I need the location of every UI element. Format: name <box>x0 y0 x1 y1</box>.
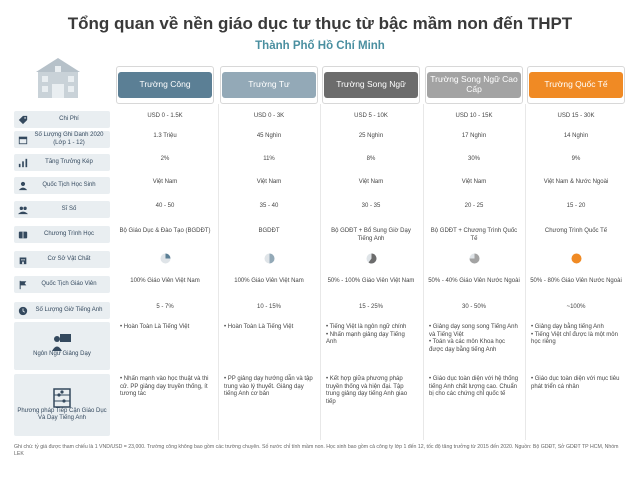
group-icon <box>18 205 28 215</box>
building-icon <box>18 255 28 265</box>
teaching-method-cell-4: • Giáo dục toàn diện với mục tiêu phát triển cá nhân <box>531 376 620 390</box>
cell-r5-c2: Bộ GDĐT + Bổ Sung Giờ Dạy Tiếng Anh <box>331 228 411 242</box>
cell-r7-c0: 100% Giáo Viên Việt Nam <box>130 278 200 284</box>
cell-r4-c1: 35 - 40 <box>259 203 279 209</box>
cell-r2-c3: 30% <box>467 156 480 162</box>
cell-r0-c3: USD 10 - 15K <box>455 113 493 119</box>
cell-r4-c2: 30 - 35 <box>361 203 381 209</box>
row-label-2 <box>14 154 110 171</box>
cell-r4-c0: 40 - 50 <box>155 203 175 209</box>
cell-r6-c2 <box>324 253 418 268</box>
flag-icon <box>18 280 28 290</box>
teaching-language-label <box>14 322 110 370</box>
facility-level-icon <box>264 253 275 264</box>
teaching-language-cell-0: • Hoàn Toàn Là Tiếng Việt <box>120 324 190 330</box>
row-label-4 <box>14 201 110 218</box>
cell-r4-c4: 15 - 20 <box>566 203 586 209</box>
teaching-method-cell-0: • Nhấn mạnh vào học thuật và thi cử. PP giảng dạy truyền thống, ít tương tác <box>120 376 209 397</box>
abacus-icon <box>52 388 72 408</box>
column-header-2: Trường Song Ngữ <box>324 72 418 98</box>
chart-icon <box>18 158 28 168</box>
cell-r4-c3: 20 - 25 <box>464 203 484 209</box>
cell-r2-c2: 8% <box>366 156 376 162</box>
cell-r6-c3 <box>427 253 521 268</box>
cell-r3-c2: Việt Nam <box>358 179 384 185</box>
row-label-0 <box>14 111 110 128</box>
teaching-method-label-text: Phương pháp Tiếp Cận Giáo Dục Và Dạy Tiếng Anh <box>17 407 107 421</box>
teaching-method-cell-2: • Kết hợp giữa phương pháp truyền thống và hiện đại. Tập trung giảng dạy tiếng Anh giao tiếp <box>326 376 408 405</box>
row-label-3 <box>14 177 110 194</box>
column-header-0: Trường Công <box>118 72 212 98</box>
row-label-text: Quốc Tịch Học Sinh <box>42 181 96 188</box>
facility-level-icon <box>366 253 377 264</box>
cell-r1-c4: 14 Nghìn <box>563 133 589 139</box>
teaching-language-cell-4: • Giảng dạy bằng tiếng Anh • Tiếng Việt chỉ được là một môn học riêng <box>531 324 618 345</box>
page-title: Tổng quan về nền giáo dục tư thục từ bậc mầm non đến THPT <box>67 14 573 33</box>
cell-r0-c4: USD 15 - 30K <box>557 113 595 119</box>
teaching-method-label <box>14 374 110 436</box>
cell-r6-c4 <box>529 253 623 268</box>
row-label-text: Chi Phí <box>59 115 79 122</box>
row-label-text: Chương Trình Học <box>44 230 94 237</box>
cell-r7-c1: 100% Giáo Viên Việt Nam <box>234 278 304 284</box>
cell-r8-c3: 30 - 50% <box>461 304 486 310</box>
cell-r3-c3: Việt Nam <box>461 179 487 185</box>
column-separator <box>525 104 526 440</box>
column-header-3: Trường Song Ngữ Cao Cấp <box>427 72 521 98</box>
row-label-5 <box>14 226 110 243</box>
cell-r7-c2: 50% - 100% Giáo Viên Việt Nam <box>327 278 415 284</box>
column-separator <box>423 104 424 440</box>
cell-r0-c1: USD 0 - 3K <box>253 113 285 119</box>
cell-r2-c4: 9% <box>571 156 581 162</box>
teaching-method-cell-3: • Giáo dục toàn diện với hệ thống tiếng Anh chất lượng cao. Chuẩn bị cho các chứng chỉ quốc tế <box>429 376 519 397</box>
row-label-text: Tăng Trưởng Kép <box>45 158 93 165</box>
cell-r8-c1: 10 - 15% <box>256 304 281 310</box>
cell-r5-c0: Bộ Giáo Dục & Đào Tạo (BGDĐT) <box>119 228 211 234</box>
teaching-method-cell-1: • PP giảng dạy hướng dẫn và tập trung vào lý thuyết. Giảng dạy tiếng Anh cơ bản <box>224 376 313 397</box>
cell-r7-c4: 50% - 80% Giáo Viên Nước Ngoài <box>530 278 622 284</box>
cell-r5-c1: BGDĐT <box>258 228 280 234</box>
row-label-1 <box>14 131 110 148</box>
footnote: Ghi chú: tỷ giá được tham chiếu là 1 VND/USD = 23,000. Trường công không bao gồm các trường chuyên. Số nước chỉ tính mầm non. Học sinh bao gồm cả công ty lớp 1 đến 12, tốc độ tăng trưởng từ 2015 đến 2020. Nguồn: Bộ GDĐT, Sở GDĐT TP HCM, Nhóm LEK <box>14 444 619 458</box>
cell-r1-c2: 25 Nghìn <box>358 133 384 139</box>
cell-r1-c1: 45 Nghìn <box>256 133 282 139</box>
facility-level-icon <box>571 253 582 264</box>
book-icon <box>18 230 28 240</box>
cell-r6-c1 <box>222 253 316 268</box>
cell-r8-c4: ~100% <box>566 304 586 310</box>
column-separator <box>218 104 219 440</box>
school-building-icon <box>34 56 82 98</box>
teacher-icon <box>52 333 72 351</box>
row-label-text: Quốc Tịch Giáo Viên <box>41 280 97 287</box>
cell-r3-c0: Việt Nam <box>152 179 178 185</box>
row-label-text: Số Lượng Giờ Tiếng Anh <box>35 306 103 313</box>
row-label-6 <box>14 251 110 268</box>
row-label-text: Số Lượng Ghi Danh 2020 (Lớp 1 - 12) <box>34 132 104 146</box>
cell-r2-c0: 2% <box>160 156 170 162</box>
clock-icon <box>18 306 28 316</box>
cell-r8-c0: 5 - 7% <box>156 304 174 310</box>
row-label-text: Cơ Sở Vật Chất <box>47 255 91 262</box>
cell-r1-c3: 17 Nghìn <box>461 133 487 139</box>
cell-r6-c0 <box>118 253 212 268</box>
column-header-1: Trường Tư <box>222 72 316 98</box>
page-subtitle: Thành Phố Hồ Chí Minh <box>255 40 385 52</box>
row-label-text: Sĩ Số <box>61 205 77 212</box>
teaching-language-cell-3: • Giảng dạy song song Tiếng Anh và Tiếng Việt • Toán và các môn Khoa học được dạy bằng tiếng Anh <box>429 324 518 353</box>
teaching-language-label-text: Ngôn Ngữ Giảng Dạy <box>33 351 91 358</box>
row-label-8 <box>14 302 110 319</box>
cell-r0-c2: USD 5 - 10K <box>354 113 388 119</box>
student-icon <box>18 181 28 191</box>
tag-icon <box>18 115 28 125</box>
cell-r2-c1: 11% <box>263 156 275 162</box>
calendar-icon <box>18 135 28 145</box>
cell-r8-c2: 15 - 25% <box>358 304 383 310</box>
row-label-7 <box>14 276 110 293</box>
column-header-4: Trường Quốc Tế <box>529 72 623 98</box>
cell-r0-c0: USD 0 - 1.5K <box>147 113 183 119</box>
cell-r3-c4: Việt Nam & Nước Ngoài <box>543 179 609 185</box>
facility-level-icon <box>160 253 171 264</box>
facility-level-icon <box>469 253 480 264</box>
cell-r5-c4: Chương Trình Quốc Tế <box>544 228 608 234</box>
teaching-language-cell-2: • Tiếng Việt là ngôn ngữ chính • Nhấn mạnh giảng dạy Tiếng Anh <box>326 324 407 345</box>
cell-r3-c1: Việt Nam <box>256 179 282 185</box>
cell-r7-c3: 50% - 40% Giáo Viên Nước Ngoài <box>428 278 520 284</box>
teaching-language-cell-1: • Hoàn Toàn Là Tiếng Việt <box>224 324 294 330</box>
cell-r5-c3: Bộ GDĐT + Chương Trình Quốc Tế <box>430 228 518 242</box>
column-separator <box>320 104 321 440</box>
cell-r1-c0: 1.3 Triệu <box>153 133 177 139</box>
